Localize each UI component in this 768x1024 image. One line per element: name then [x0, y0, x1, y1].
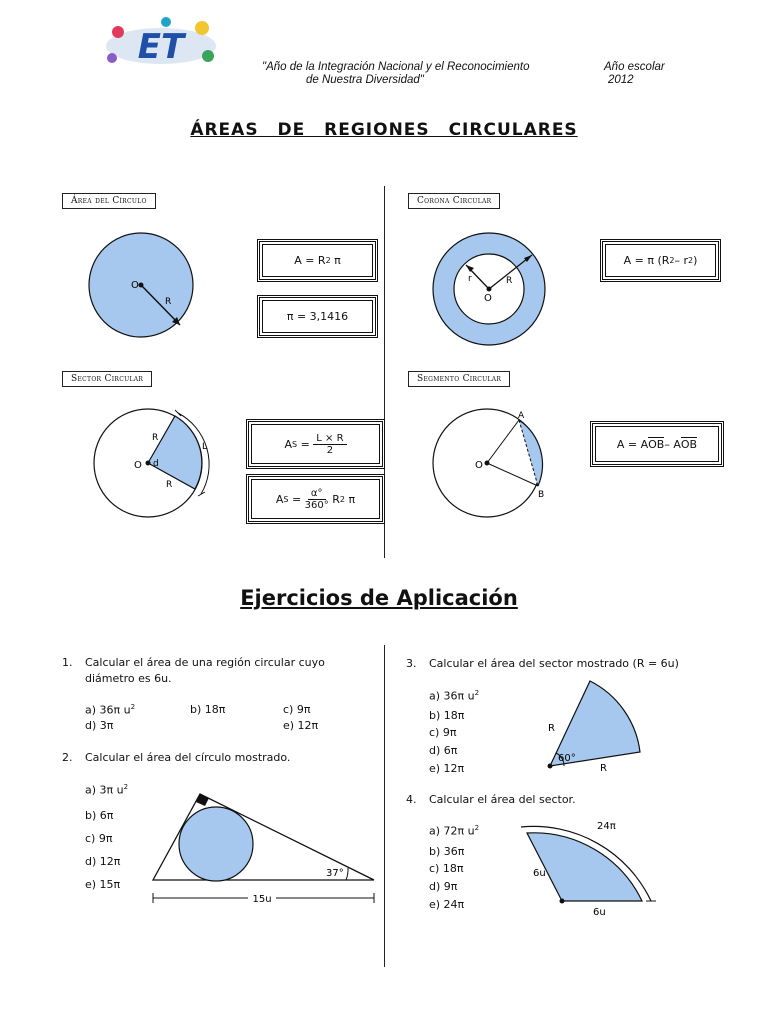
circle-radius-label: R — [165, 297, 172, 307]
ex3-option-d: d) 6π — [429, 744, 458, 757]
ex4-option-d: d) 9π — [429, 880, 458, 893]
circle-figure — [86, 230, 196, 340]
ex2-option-d: d) 12π — [85, 855, 121, 868]
page-title: ÁREAS DE REGIONES CIRCULARES — [190, 120, 578, 140]
label-corona: Corona Circular — [408, 193, 500, 209]
sector-radius1: R — [152, 433, 159, 443]
corona-big-r: R — [506, 276, 513, 286]
motto-line1: "Año de la Integración Nacional y el Reconocimiento — [262, 61, 530, 73]
logo-text: ET — [137, 27, 185, 67]
pi-value-formula: π = 3,1416 — [257, 295, 378, 338]
ex2-text: Calcular el área del círculo mostrado. — [85, 751, 291, 764]
motto-line2: de Nuestra Diversidad" — [306, 74, 424, 86]
ex4-option-e: e) 24π — [429, 898, 465, 911]
ex1-option-a: a) 36π $u^2$ — [85, 703, 136, 717]
ex2-angle: 37° — [326, 868, 344, 879]
sector-figure — [86, 408, 221, 518]
ex1-option-c: c) 9π — [283, 703, 311, 716]
sector-angle: d — [153, 459, 159, 469]
label-circle-area: Área del Círculo — [62, 193, 156, 209]
sector-radius2: R — [166, 480, 173, 490]
corona-small-r: r — [468, 274, 472, 284]
ex1-number: 1. — [62, 656, 73, 669]
ex2-number: 2. — [62, 751, 73, 764]
segment-formula: A = A OB – A OB — [590, 421, 724, 467]
ex1-option-b: b) 18π — [190, 703, 226, 716]
corona-figure — [430, 230, 548, 348]
ex4-option-b: b) 36π — [429, 845, 465, 858]
ex4-side2: 6u — [593, 907, 606, 918]
ex2-base: 15u — [252, 894, 272, 905]
ex3-radius2: R — [600, 763, 607, 774]
segment-center: O — [475, 460, 483, 471]
ex3-option-c: c) 9π — [429, 726, 457, 739]
segment-point-b: B — [538, 490, 545, 500]
sector-center: O — [134, 460, 142, 471]
sector-formula-2: A S = $\frac{\alpha^\circ}{360^\circ}$ R 2 π — [246, 474, 385, 524]
ex4-number: 4. — [406, 793, 417, 806]
et-logo — [96, 14, 226, 74]
circle-center-label: O — [131, 280, 139, 291]
divider-bottom — [384, 645, 385, 967]
ex2-option-c: c) 9π — [85, 832, 113, 845]
ex1-option-d: d) 3π — [85, 719, 114, 732]
ex3-option-e: e) 12π — [429, 762, 465, 775]
ex2-triangle-figure — [148, 788, 380, 906]
ex3-radius1: R — [548, 723, 555, 734]
ex3-number: 3. — [406, 657, 417, 670]
sector-formula-1: A S = $\frac{L \times R}{2}$ — [246, 419, 385, 469]
segment-point-a: A — [518, 411, 525, 421]
ex4-option-c: c) 18π — [429, 862, 464, 875]
label-segment: Segmento Circular — [408, 371, 510, 387]
ex4-sector-figure — [515, 815, 665, 920]
ex4-option-a: a) 72π $u^2$ — [429, 824, 480, 838]
ex2-option-e: e) 15π — [85, 878, 121, 891]
sector-arc: L — [202, 442, 208, 452]
ex3-option-b: b) 18π — [429, 709, 465, 722]
label-sector: Sector Circular — [62, 371, 152, 387]
exercises-title: Ejercicios de Aplicación — [240, 586, 518, 610]
ex3-sector-figure — [540, 676, 650, 776]
ex2-option-b: b) 6π — [85, 809, 114, 822]
ex1-text1: Calcular el área de una región circular cuyo — [85, 656, 325, 669]
ex2-option-a: a) 3π $u^2$ — [85, 783, 129, 797]
ex4-text: Calcular el área del sector. — [429, 793, 576, 806]
ex4-arc: 24π — [597, 821, 616, 832]
corona-formula: A = π (R 2 – r 2 ) — [600, 239, 721, 282]
year: 2012 — [608, 74, 634, 86]
ex3-angle: 60° — [558, 753, 576, 764]
ex1-option-e: e) 12π — [283, 719, 319, 732]
circle-area-formula: A = R 2 π — [257, 239, 378, 282]
ex1-text2: diámetro es 6u. — [85, 672, 172, 685]
corona-center: O — [484, 293, 492, 304]
ex4-side1: 6u — [533, 868, 546, 879]
segment-figure — [430, 408, 555, 518]
ex3-text: Calcular el área del sector mostrado (R = 6u) — [429, 657, 679, 670]
ex3-option-a: a) 36π $u^2$ — [429, 689, 480, 703]
year-label: Año escolar — [604, 61, 665, 73]
